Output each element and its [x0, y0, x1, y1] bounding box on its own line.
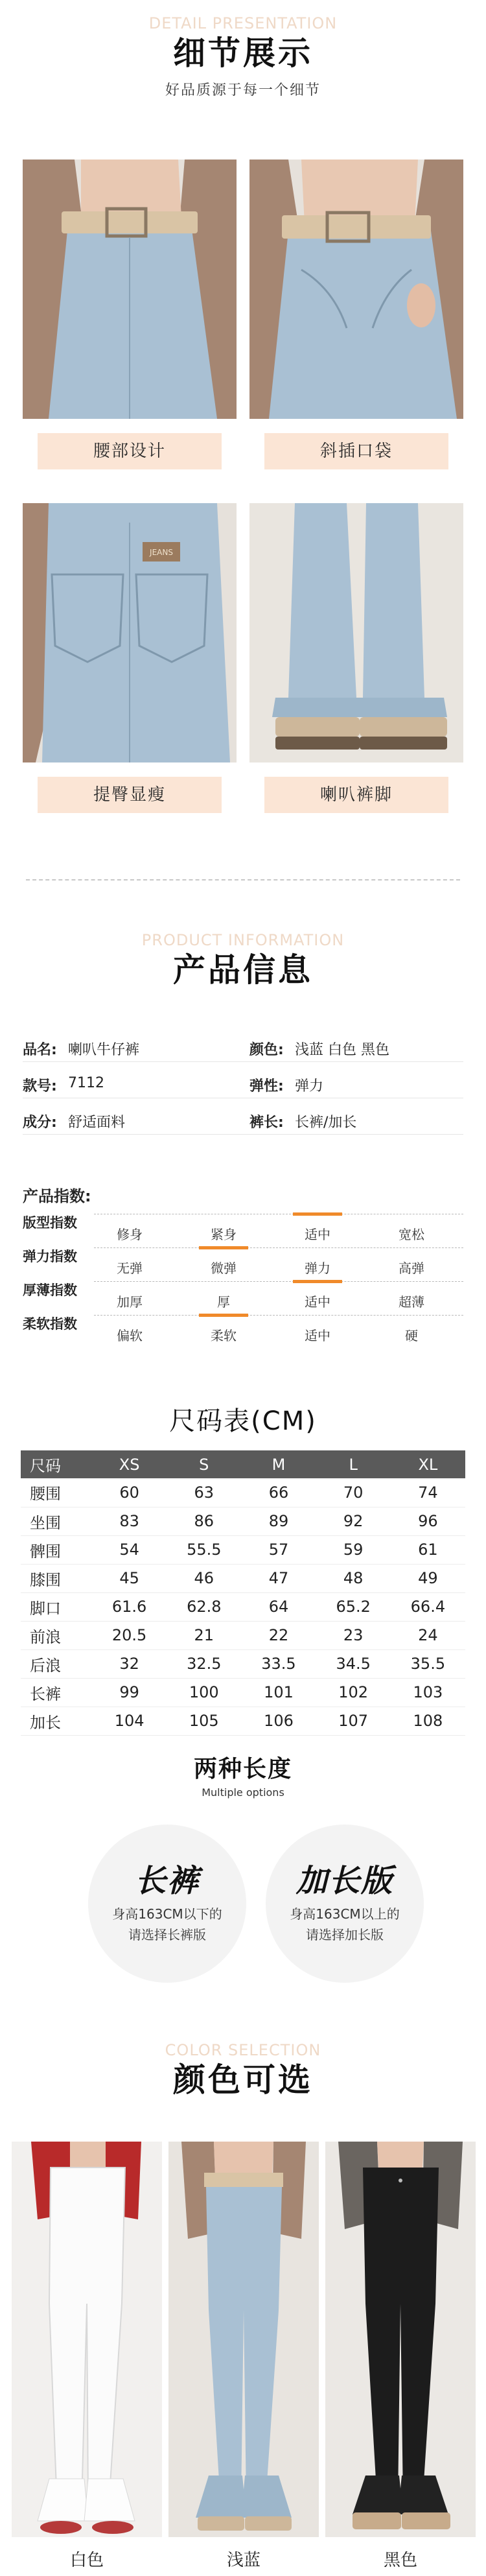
- section-divider: [26, 879, 460, 880]
- size-cell: 34.5: [316, 1649, 391, 1678]
- spec-label: 版型指数: [23, 1215, 77, 1231]
- table-row: [21, 1592, 465, 1621]
- color-caption-white: 白色: [69, 2551, 104, 2570]
- white-jeans-photo: [12, 2142, 162, 2537]
- size-cell: 35.5: [391, 1649, 465, 1678]
- size-cell: 64: [241, 1592, 316, 1621]
- info-value: 长裤/加长: [295, 1115, 357, 1131]
- lengths-title: 两种长度: [193, 1756, 292, 1782]
- size-cell: 100: [167, 1678, 241, 1707]
- product-en-title: PRODUCT INFORMATION: [141, 931, 345, 949]
- size-cell: 61: [391, 1535, 465, 1564]
- size-row-label: 腰围: [21, 1478, 92, 1507]
- size-cell: 102: [316, 1678, 391, 1707]
- color-heading: [0, 2041, 486, 2101]
- info-key: 弹性:: [249, 1078, 284, 1094]
- size-cell: 65.2: [316, 1592, 391, 1621]
- size-row-label: 加长: [21, 1707, 92, 1735]
- size-row-label: 髀围: [21, 1535, 92, 1564]
- spec-scale-line: [94, 1281, 463, 1282]
- info-key: 款号:: [23, 1078, 57, 1094]
- color-caption-light-blue: 浅蓝: [226, 2551, 260, 2570]
- info-value: 浅蓝 白色 黑色: [295, 1042, 389, 1058]
- light-blue-jeans-photo: [168, 2142, 319, 2537]
- spec-option: 弹力: [305, 1260, 330, 1276]
- length-option-long: [266, 1825, 424, 1983]
- waist-caption: 腰部设计: [38, 433, 222, 469]
- lengths-subtitle: Multiple options: [202, 1786, 284, 1799]
- spec-option: 宽松: [399, 1227, 424, 1242]
- size-cell: 21: [167, 1621, 241, 1649]
- info-key: 裤长:: [249, 1115, 284, 1131]
- spec-selected-marker: [293, 1212, 342, 1216]
- spec-label: 柔软指数: [23, 1316, 77, 1332]
- size-cell: 32: [92, 1649, 167, 1678]
- back-photo: [23, 503, 237, 762]
- pocket-photo: [249, 160, 463, 419]
- size-cell: 96: [391, 1507, 465, 1535]
- size-cell: 33.5: [241, 1649, 316, 1678]
- spec-row: [23, 1246, 463, 1280]
- size-cell: 108: [391, 1707, 465, 1735]
- length-option-desc-2: 请选择加长版: [306, 1927, 384, 1943]
- length-option-desc-1: 身高163CM以下的: [112, 1906, 222, 1922]
- size-header-cell: XS: [92, 1450, 167, 1478]
- size-cell: 86: [167, 1507, 241, 1535]
- detail-en-title: DETAIL PRESENTATION: [148, 14, 338, 32]
- size-cell: 89: [241, 1507, 316, 1535]
- info-row: [23, 1030, 463, 1062]
- size-cell: 103: [391, 1678, 465, 1707]
- table-row: [21, 1507, 465, 1535]
- info-row: [23, 1066, 463, 1098]
- size-cell: 22: [241, 1621, 316, 1649]
- size-cell: 92: [316, 1507, 391, 1535]
- spec-option: 厚: [217, 1294, 230, 1310]
- size-row-label: 脚口: [21, 1592, 92, 1621]
- size-cell: 62.8: [167, 1592, 241, 1621]
- spec-option: 适中: [305, 1294, 330, 1310]
- spec-option: 加厚: [117, 1294, 143, 1310]
- color-caption-black: 黑色: [383, 2551, 417, 2570]
- size-header-cell: 尺码: [21, 1450, 92, 1478]
- spec-option: 适中: [305, 1328, 330, 1343]
- size-row-label: 后浪: [21, 1649, 92, 1678]
- spec-option: 高弹: [399, 1260, 424, 1276]
- info-value: 弹力: [295, 1078, 324, 1094]
- size-cell: 47: [241, 1564, 316, 1592]
- size-cell: 61.6: [92, 1592, 167, 1621]
- size-cell: 66.4: [391, 1592, 465, 1621]
- length-option-name: 长裤: [134, 1863, 200, 1899]
- size-header-cell: M: [241, 1450, 316, 1478]
- size-cell: 105: [167, 1707, 241, 1735]
- size-cell: 24: [391, 1621, 465, 1649]
- table-row: [21, 1564, 465, 1592]
- size-cell: 70: [316, 1478, 391, 1507]
- size-cell: 46: [167, 1564, 241, 1592]
- size-row-label: 膝围: [21, 1564, 92, 1592]
- spec-option: 硬: [405, 1328, 418, 1343]
- spec-option: 超薄: [399, 1294, 424, 1310]
- table-row: [21, 1649, 465, 1678]
- spec-option: 柔软: [211, 1328, 237, 1343]
- color-cn-title: 颜色可选: [173, 2061, 313, 2099]
- detail-subtitle: 好品质源于每一个细节: [165, 82, 321, 99]
- flare-caption: 喇叭裤脚: [264, 777, 448, 813]
- size-table-title: 尺码表(CM): [169, 1406, 317, 1436]
- spec-option: 修身: [117, 1227, 143, 1242]
- size-header-cell: XL: [391, 1450, 465, 1478]
- spec-label: 弹力指数: [23, 1249, 77, 1264]
- table-row: [21, 1678, 465, 1707]
- spec-option: 微弹: [211, 1260, 237, 1276]
- size-cell: 104: [92, 1707, 167, 1735]
- table-row: [21, 1535, 465, 1564]
- size-cell: 45: [92, 1564, 167, 1592]
- info-key: 颜色:: [249, 1042, 284, 1058]
- size-table-body: [21, 1478, 465, 1735]
- size-cell: 20.5: [92, 1621, 167, 1649]
- info-key: 品名:: [23, 1042, 57, 1058]
- size-cell: 23: [316, 1621, 391, 1649]
- info-row: [23, 1102, 463, 1135]
- product-cn-title: 产品信息: [173, 951, 313, 989]
- size-row-label: 长裤: [21, 1678, 92, 1707]
- waist-photo: [23, 160, 237, 419]
- size-cell: 74: [391, 1478, 465, 1507]
- size-row-label: 坐围: [21, 1507, 92, 1535]
- table-row: [21, 1478, 465, 1507]
- size-table-header: [21, 1450, 465, 1478]
- size-cell: 55.5: [167, 1535, 241, 1564]
- pocket-caption: 斜插口袋: [264, 433, 448, 469]
- info-value: 舒适面料: [68, 1115, 126, 1131]
- size-cell: 66: [241, 1478, 316, 1507]
- spec-row: [23, 1212, 463, 1246]
- info-value: 7112: [68, 1075, 104, 1091]
- black-jeans-photo: [325, 2142, 476, 2537]
- size-cell: 101: [241, 1678, 316, 1707]
- size-cell: 49: [391, 1564, 465, 1592]
- spec-option: 无弹: [117, 1260, 143, 1276]
- size-cell: 60: [92, 1478, 167, 1507]
- size-cell: 59: [316, 1535, 391, 1564]
- spec-title: 产品指数:: [23, 1187, 91, 1205]
- table-row: [21, 1707, 465, 1735]
- spec-option: 紧身: [211, 1227, 237, 1242]
- size-header-cell: L: [316, 1450, 391, 1478]
- size-cell: 106: [241, 1707, 316, 1735]
- spec-row: [23, 1280, 463, 1314]
- detail-cn-title: 细节展示: [173, 34, 313, 72]
- detail-heading: [0, 14, 486, 99]
- info-value: 喇叭牛仔裤: [68, 1042, 140, 1058]
- spec-selected-marker: [199, 1314, 248, 1317]
- product-heading: [0, 931, 486, 991]
- spec-scale-line: [94, 1247, 463, 1248]
- color-en-title: COLOR SELECTION: [165, 2041, 321, 2059]
- lengths-heading: [0, 1751, 486, 1799]
- length-option-regular: [88, 1825, 246, 1983]
- length-option-desc-1: 身高163CM以上的: [290, 1906, 400, 1922]
- spec-option: 适中: [305, 1227, 330, 1242]
- size-cell: 48: [316, 1564, 391, 1592]
- info-key: 成分:: [23, 1115, 57, 1131]
- table-row: [21, 1621, 465, 1649]
- length-option-desc-2: 请选择长裤版: [128, 1927, 206, 1943]
- spec-selected-marker: [199, 1246, 248, 1249]
- svg-text:JEANS: JEANS: [150, 548, 173, 557]
- size-cell: 57: [241, 1535, 316, 1564]
- size-table: [21, 1450, 465, 1736]
- size-cell: 32.5: [167, 1649, 241, 1678]
- spec-row: [23, 1314, 463, 1347]
- size-cell: 83: [92, 1507, 167, 1535]
- size-cell: 107: [316, 1707, 391, 1735]
- size-cell: 99: [92, 1678, 167, 1707]
- size-header-cell: S: [167, 1450, 241, 1478]
- size-cell: 63: [167, 1478, 241, 1507]
- flare-hem-photo: [249, 503, 463, 762]
- spec-label: 厚薄指数: [23, 1282, 77, 1298]
- size-row-label: 前浪: [21, 1621, 92, 1649]
- size-cell: 54: [92, 1535, 167, 1564]
- spec-option: 偏软: [117, 1328, 143, 1343]
- spec-scale-line: [94, 1315, 463, 1316]
- back-caption: 提臀显瘦: [38, 777, 222, 813]
- spec-selected-marker: [293, 1280, 342, 1283]
- length-option-name: 加长版: [295, 1863, 393, 1899]
